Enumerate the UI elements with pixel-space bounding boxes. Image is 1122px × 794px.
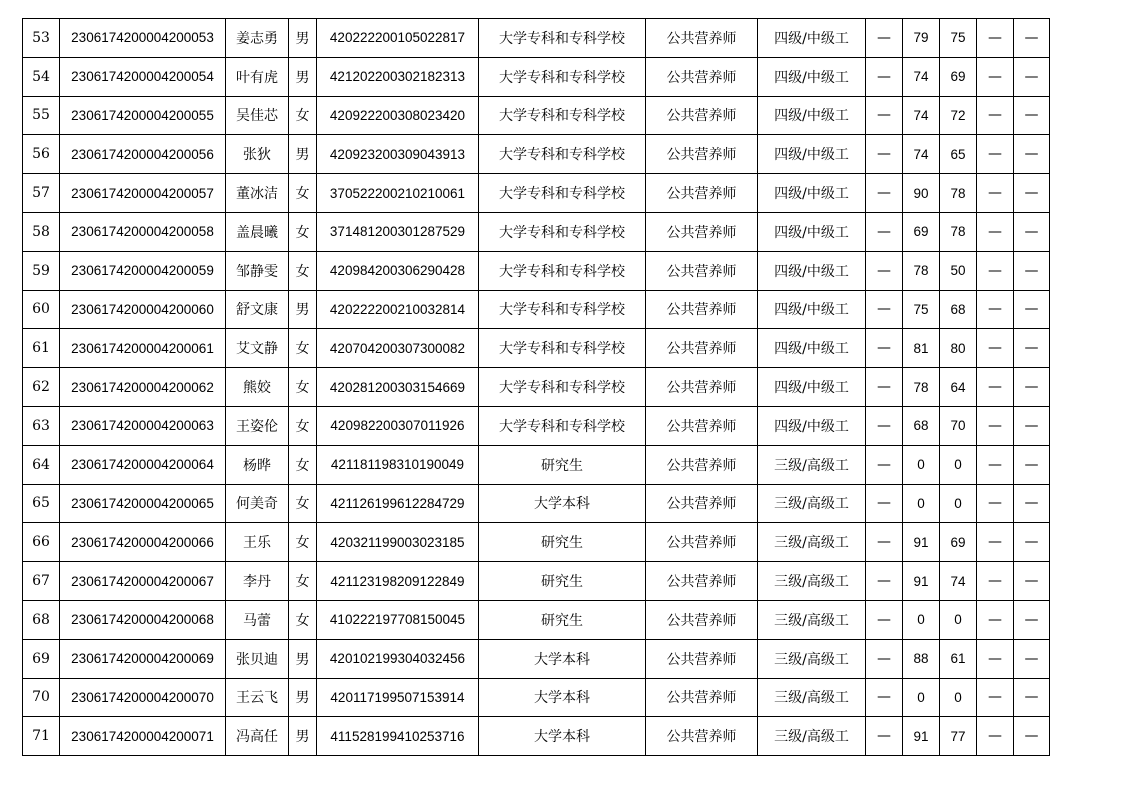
candidate-name-cell: 叶有虎 (226, 57, 289, 96)
table-row (23, 600, 1050, 639)
gender-cell: 男 (289, 639, 317, 678)
placeholder-cell: — (1014, 600, 1050, 639)
candidate-name-cell: 王乐 (226, 523, 289, 562)
skill-score-cell: 0 (940, 484, 977, 523)
education-cell: 研究生 (479, 562, 646, 601)
table-row (23, 329, 1050, 368)
serial-number-cell: 62 (23, 368, 60, 407)
level-cell: 四级/中级工 (758, 57, 866, 96)
education-cell: 大学本科 (479, 484, 646, 523)
theory-score-cell: 75 (903, 290, 940, 329)
placeholder-cell: — (1014, 251, 1050, 290)
placeholder-cell: — (977, 445, 1014, 484)
placeholder-cell: — (866, 678, 903, 717)
placeholder-cell: — (977, 639, 1014, 678)
gender-cell: 男 (289, 717, 317, 756)
level-cell: 三级/高级工 (758, 523, 866, 562)
skill-score-cell: 75 (940, 19, 977, 58)
level-cell: 四级/中级工 (758, 135, 866, 174)
serial-number-cell: 63 (23, 406, 60, 445)
occupation-cell: 公共营养师 (646, 406, 758, 445)
theory-score-cell: 68 (903, 406, 940, 445)
level-cell: 三级/高级工 (758, 717, 866, 756)
gender-cell: 女 (289, 562, 317, 601)
table-row (23, 639, 1050, 678)
placeholder-cell: — (1014, 562, 1050, 601)
placeholder-cell: — (977, 717, 1014, 756)
level-cell: 四级/中级工 (758, 368, 866, 407)
level-cell: 四级/中级工 (758, 290, 866, 329)
education-cell: 大学专科和专科学校 (479, 135, 646, 174)
placeholder-cell: — (866, 368, 903, 407)
skill-score-cell: 74 (940, 562, 977, 601)
id-number-cell: 421202200302182313 (317, 57, 479, 96)
serial-number-cell: 65 (23, 484, 60, 523)
id-number-cell: 420117199507153914 (317, 678, 479, 717)
placeholder-cell: — (977, 212, 1014, 251)
placeholder-cell: — (977, 329, 1014, 368)
candidate-name-cell: 张狄 (226, 135, 289, 174)
gender-cell: 女 (289, 523, 317, 562)
occupation-cell: 公共营养师 (646, 600, 758, 639)
table-row (23, 135, 1050, 174)
serial-number-cell: 66 (23, 523, 60, 562)
table-row (23, 19, 1050, 58)
placeholder-cell: — (866, 445, 903, 484)
theory-score-cell: 91 (903, 523, 940, 562)
candidate-name-cell: 马蕾 (226, 600, 289, 639)
placeholder-cell: — (1014, 639, 1050, 678)
certificate-number-cell: 2306174200004200058 (60, 212, 226, 251)
placeholder-cell: — (1014, 96, 1050, 135)
placeholder-cell: — (1014, 678, 1050, 717)
level-cell: 三级/高级工 (758, 484, 866, 523)
occupation-cell: 公共营养师 (646, 96, 758, 135)
level-cell: 四级/中级工 (758, 96, 866, 135)
education-cell: 大学专科和专科学校 (479, 251, 646, 290)
gender-cell: 女 (289, 96, 317, 135)
gender-cell: 女 (289, 212, 317, 251)
certificate-number-cell: 2306174200004200054 (60, 57, 226, 96)
certificate-number-cell: 2306174200004200070 (60, 678, 226, 717)
table-row (23, 523, 1050, 562)
certificate-number-cell: 2306174200004200071 (60, 717, 226, 756)
education-cell: 大学本科 (479, 717, 646, 756)
theory-score-cell: 69 (903, 212, 940, 251)
certificate-number-cell: 2306174200004200063 (60, 406, 226, 445)
candidate-results-table (22, 18, 1050, 756)
certificate-number-cell: 2306174200004200067 (60, 562, 226, 601)
gender-cell: 男 (289, 135, 317, 174)
placeholder-cell: — (977, 600, 1014, 639)
table-body (23, 19, 1050, 756)
placeholder-cell: — (866, 251, 903, 290)
occupation-cell: 公共营养师 (646, 57, 758, 96)
table-row (23, 368, 1050, 407)
id-number-cell: 420281200303154669 (317, 368, 479, 407)
id-number-cell: 420923200309043913 (317, 135, 479, 174)
serial-number-cell: 61 (23, 329, 60, 368)
education-cell: 大学本科 (479, 639, 646, 678)
skill-score-cell: 77 (940, 717, 977, 756)
id-number-cell: 420102199304032456 (317, 639, 479, 678)
id-number-cell: 421181198310190049 (317, 445, 479, 484)
skill-score-cell: 0 (940, 678, 977, 717)
placeholder-cell: — (866, 639, 903, 678)
id-number-cell: 420222200210032814 (317, 290, 479, 329)
skill-score-cell: 72 (940, 96, 977, 135)
table-row (23, 445, 1050, 484)
placeholder-cell: — (977, 406, 1014, 445)
education-cell: 研究生 (479, 523, 646, 562)
skill-score-cell: 0 (940, 600, 977, 639)
theory-score-cell: 0 (903, 484, 940, 523)
placeholder-cell: — (866, 57, 903, 96)
certificate-number-cell: 2306174200004200069 (60, 639, 226, 678)
table-row (23, 406, 1050, 445)
skill-score-cell: 0 (940, 445, 977, 484)
placeholder-cell: — (977, 523, 1014, 562)
theory-score-cell: 74 (903, 135, 940, 174)
skill-score-cell: 65 (940, 135, 977, 174)
level-cell: 四级/中级工 (758, 174, 866, 213)
serial-number-cell: 69 (23, 639, 60, 678)
gender-cell: 女 (289, 406, 317, 445)
placeholder-cell: — (1014, 717, 1050, 756)
table-row (23, 212, 1050, 251)
placeholder-cell: — (977, 57, 1014, 96)
candidate-name-cell: 王云飞 (226, 678, 289, 717)
table-row (23, 562, 1050, 601)
placeholder-cell: — (866, 135, 903, 174)
serial-number-cell: 57 (23, 174, 60, 213)
occupation-cell: 公共营养师 (646, 484, 758, 523)
placeholder-cell: — (866, 717, 903, 756)
occupation-cell: 公共营养师 (646, 19, 758, 58)
gender-cell: 女 (289, 368, 317, 407)
table-row (23, 251, 1050, 290)
placeholder-cell: — (1014, 329, 1050, 368)
candidate-name-cell: 冯高任 (226, 717, 289, 756)
level-cell: 四级/中级工 (758, 406, 866, 445)
skill-score-cell: 50 (940, 251, 977, 290)
level-cell: 三级/高级工 (758, 600, 866, 639)
placeholder-cell: — (977, 484, 1014, 523)
placeholder-cell: — (1014, 212, 1050, 251)
skill-score-cell: 61 (940, 639, 977, 678)
gender-cell: 女 (289, 600, 317, 639)
placeholder-cell: — (977, 562, 1014, 601)
gender-cell: 男 (289, 19, 317, 58)
occupation-cell: 公共营养师 (646, 329, 758, 368)
theory-score-cell: 91 (903, 562, 940, 601)
placeholder-cell: — (1014, 368, 1050, 407)
placeholder-cell: — (1014, 19, 1050, 58)
id-number-cell: 421126199612284729 (317, 484, 479, 523)
id-number-cell: 421123198209122849 (317, 562, 479, 601)
education-cell: 大学专科和专科学校 (479, 368, 646, 407)
certificate-number-cell: 2306174200004200057 (60, 174, 226, 213)
candidate-name-cell: 盖晨曦 (226, 212, 289, 251)
theory-score-cell: 90 (903, 174, 940, 213)
table-row (23, 717, 1050, 756)
theory-score-cell: 74 (903, 57, 940, 96)
placeholder-cell: — (866, 523, 903, 562)
education-cell: 大学专科和专科学校 (479, 290, 646, 329)
certificate-number-cell: 2306174200004200064 (60, 445, 226, 484)
placeholder-cell: — (977, 290, 1014, 329)
serial-number-cell: 53 (23, 19, 60, 58)
level-cell: 四级/中级工 (758, 19, 866, 58)
education-cell: 大学专科和专科学校 (479, 329, 646, 368)
level-cell: 三级/高级工 (758, 562, 866, 601)
education-cell: 大学本科 (479, 678, 646, 717)
skill-score-cell: 68 (940, 290, 977, 329)
level-cell: 四级/中级工 (758, 212, 866, 251)
placeholder-cell: — (977, 135, 1014, 174)
certificate-number-cell: 2306174200004200062 (60, 368, 226, 407)
certificate-number-cell: 2306174200004200065 (60, 484, 226, 523)
placeholder-cell: — (977, 678, 1014, 717)
table-row (23, 174, 1050, 213)
candidate-name-cell: 邹静雯 (226, 251, 289, 290)
table-row (23, 484, 1050, 523)
certificate-number-cell: 2306174200004200059 (60, 251, 226, 290)
placeholder-cell: — (866, 212, 903, 251)
certificate-number-cell: 2306174200004200060 (60, 290, 226, 329)
placeholder-cell: — (1014, 445, 1050, 484)
placeholder-cell: — (866, 484, 903, 523)
occupation-cell: 公共营养师 (646, 135, 758, 174)
level-cell: 四级/中级工 (758, 251, 866, 290)
candidate-name-cell: 姜志勇 (226, 19, 289, 58)
gender-cell: 女 (289, 251, 317, 290)
education-cell: 大学专科和专科学校 (479, 212, 646, 251)
id-number-cell: 420922200308023420 (317, 96, 479, 135)
theory-score-cell: 81 (903, 329, 940, 368)
occupation-cell: 公共营养师 (646, 174, 758, 213)
placeholder-cell: — (977, 19, 1014, 58)
gender-cell: 男 (289, 57, 317, 96)
theory-score-cell: 88 (903, 639, 940, 678)
candidate-name-cell: 杨晔 (226, 445, 289, 484)
candidate-name-cell: 董冰洁 (226, 174, 289, 213)
serial-number-cell: 54 (23, 57, 60, 96)
theory-score-cell: 0 (903, 445, 940, 484)
theory-score-cell: 78 (903, 368, 940, 407)
placeholder-cell: — (866, 19, 903, 58)
education-cell: 大学专科和专科学校 (479, 96, 646, 135)
education-cell: 大学专科和专科学校 (479, 57, 646, 96)
placeholder-cell: — (977, 251, 1014, 290)
certificate-number-cell: 2306174200004200056 (60, 135, 226, 174)
serial-number-cell: 59 (23, 251, 60, 290)
level-cell: 三级/高级工 (758, 639, 866, 678)
certificate-number-cell: 2306174200004200061 (60, 329, 226, 368)
skill-score-cell: 78 (940, 174, 977, 213)
theory-score-cell: 74 (903, 96, 940, 135)
occupation-cell: 公共营养师 (646, 368, 758, 407)
serial-number-cell: 60 (23, 290, 60, 329)
placeholder-cell: — (1014, 290, 1050, 329)
certificate-number-cell: 2306174200004200068 (60, 600, 226, 639)
skill-score-cell: 69 (940, 57, 977, 96)
certificate-number-cell: 2306174200004200066 (60, 523, 226, 562)
id-number-cell: 420982200307011926 (317, 406, 479, 445)
candidate-name-cell: 王姿伦 (226, 406, 289, 445)
table-row (23, 678, 1050, 717)
education-cell: 大学专科和专科学校 (479, 19, 646, 58)
gender-cell: 男 (289, 678, 317, 717)
id-number-cell: 411528199410253716 (317, 717, 479, 756)
gender-cell: 女 (289, 484, 317, 523)
certificate-number-cell: 2306174200004200055 (60, 96, 226, 135)
candidate-name-cell: 艾文静 (226, 329, 289, 368)
placeholder-cell: — (1014, 135, 1050, 174)
occupation-cell: 公共营养师 (646, 717, 758, 756)
id-number-cell: 370522200210210061 (317, 174, 479, 213)
candidate-name-cell: 熊姣 (226, 368, 289, 407)
placeholder-cell: — (977, 96, 1014, 135)
certificate-number-cell: 2306174200004200053 (60, 19, 226, 58)
theory-score-cell: 79 (903, 19, 940, 58)
skill-score-cell: 80 (940, 329, 977, 368)
occupation-cell: 公共营养师 (646, 290, 758, 329)
occupation-cell: 公共营养师 (646, 523, 758, 562)
theory-score-cell: 0 (903, 600, 940, 639)
occupation-cell: 公共营养师 (646, 562, 758, 601)
occupation-cell: 公共营养师 (646, 212, 758, 251)
skill-score-cell: 78 (940, 212, 977, 251)
level-cell: 三级/高级工 (758, 678, 866, 717)
education-cell: 大学专科和专科学校 (479, 406, 646, 445)
placeholder-cell: — (866, 96, 903, 135)
theory-score-cell: 78 (903, 251, 940, 290)
placeholder-cell: — (866, 406, 903, 445)
table-row (23, 290, 1050, 329)
education-cell: 研究生 (479, 445, 646, 484)
candidate-name-cell: 何美奇 (226, 484, 289, 523)
table-row (23, 57, 1050, 96)
candidate-name-cell: 张贝迪 (226, 639, 289, 678)
id-number-cell: 371481200301287529 (317, 212, 479, 251)
placeholder-cell: — (866, 174, 903, 213)
id-number-cell: 420321199003023185 (317, 523, 479, 562)
placeholder-cell: — (1014, 523, 1050, 562)
placeholder-cell: — (1014, 57, 1050, 96)
gender-cell: 男 (289, 290, 317, 329)
skill-score-cell: 70 (940, 406, 977, 445)
serial-number-cell: 71 (23, 717, 60, 756)
placeholder-cell: — (977, 368, 1014, 407)
id-number-cell: 420704200307300082 (317, 329, 479, 368)
placeholder-cell: — (866, 329, 903, 368)
education-cell: 大学专科和专科学校 (479, 174, 646, 213)
serial-number-cell: 70 (23, 678, 60, 717)
theory-score-cell: 91 (903, 717, 940, 756)
placeholder-cell: — (866, 600, 903, 639)
serial-number-cell: 55 (23, 96, 60, 135)
occupation-cell: 公共营养师 (646, 639, 758, 678)
candidate-name-cell: 李丹 (226, 562, 289, 601)
occupation-cell: 公共营养师 (646, 251, 758, 290)
id-number-cell: 420984200306290428 (317, 251, 479, 290)
serial-number-cell: 56 (23, 135, 60, 174)
occupation-cell: 公共营养师 (646, 445, 758, 484)
level-cell: 四级/中级工 (758, 329, 866, 368)
skill-score-cell: 64 (940, 368, 977, 407)
gender-cell: 女 (289, 174, 317, 213)
candidate-name-cell: 吴佳芯 (226, 96, 289, 135)
placeholder-cell: — (1014, 406, 1050, 445)
placeholder-cell: — (977, 174, 1014, 213)
education-cell: 研究生 (479, 600, 646, 639)
placeholder-cell: — (866, 562, 903, 601)
gender-cell: 女 (289, 329, 317, 368)
skill-score-cell: 69 (940, 523, 977, 562)
serial-number-cell: 67 (23, 562, 60, 601)
placeholder-cell: — (1014, 174, 1050, 213)
placeholder-cell: — (1014, 484, 1050, 523)
candidate-name-cell: 舒文康 (226, 290, 289, 329)
placeholder-cell: — (866, 290, 903, 329)
serial-number-cell: 64 (23, 445, 60, 484)
gender-cell: 女 (289, 445, 317, 484)
serial-number-cell: 68 (23, 600, 60, 639)
level-cell: 三级/高级工 (758, 445, 866, 484)
occupation-cell: 公共营养师 (646, 678, 758, 717)
table-row (23, 96, 1050, 135)
theory-score-cell: 0 (903, 678, 940, 717)
id-number-cell: 420222200105022817 (317, 19, 479, 58)
id-number-cell: 410222197708150045 (317, 600, 479, 639)
serial-number-cell: 58 (23, 212, 60, 251)
